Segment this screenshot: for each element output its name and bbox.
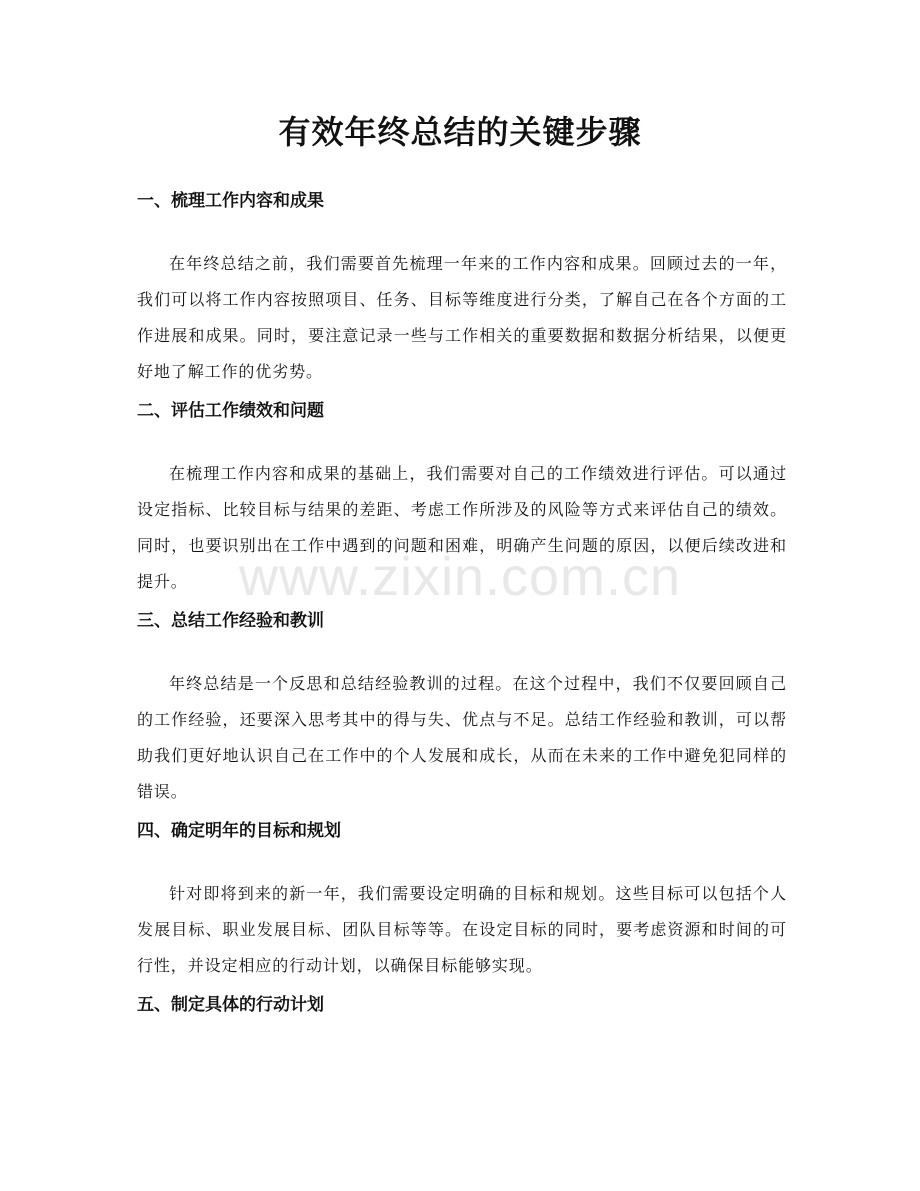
section-heading: 五、制定具体的行动计划 (137, 995, 324, 1015)
section-2 (137, 394, 787, 600)
watermark-text: www.zixin.com.cn (238, 547, 682, 607)
section-heading: 三、总结工作经验和教训 (137, 611, 324, 631)
section-1 (137, 184, 787, 390)
section-4 (137, 814, 787, 984)
section-paragraph: 年终总结是一个反思和总结经验教训的过程。在这个过程中，我们不仅要回顾自己的工作经验，还要深入思考其中的得与失、优点与不足。总结工作经验和教训，可以帮助我们更好地认识自己在工作中的个人发展和成长，从而在未来的工作中避免犯同样的错误。 (137, 674, 787, 801)
section-3 (137, 604, 787, 810)
section-5 (137, 988, 787, 1022)
document-title: 有效年终总结的关键步骤 (278, 113, 642, 151)
section-paragraph: 在梳理工作内容和成果的基础上，我们需要对自己的工作绩效进行评估。可以通过设定指标、比较目标与结果的差距、考虑工作所涉及的风险等方式来评估自己的绩效。同时，也要识别出在工作中遇到的问题和困难，明确产生问题的原因，以便后续改进和提升。 (137, 464, 787, 591)
section-heading: 二、评估工作绩效和问题 (137, 401, 324, 421)
section-heading: 一、梳理工作内容和成果 (137, 191, 324, 211)
section-paragraph: 在年终总结之前，我们需要首先梳理一年来的工作内容和成果。回顾过去的一年，我们可以将工作内容按照项目、任务、目标等维度进行分类，了解自己在各个方面的工作进展和成果。同时，要注意记录一些与工作相关的重要数据和数据分析结果，以便更好地了解工作的优劣势。 (137, 254, 787, 381)
section-paragraph: 针对即将到来的新一年，我们需要设定明确的目标和规划。这些目标可以包括个人发展目标、职业发展目标、团队目标等等。在设定目标的同时，要考虑资源和时间的可行性，并设定相应的行动计划，以确保目标能够实现。 (137, 884, 787, 975)
section-heading: 四、确定明年的目标和规划 (137, 821, 341, 841)
